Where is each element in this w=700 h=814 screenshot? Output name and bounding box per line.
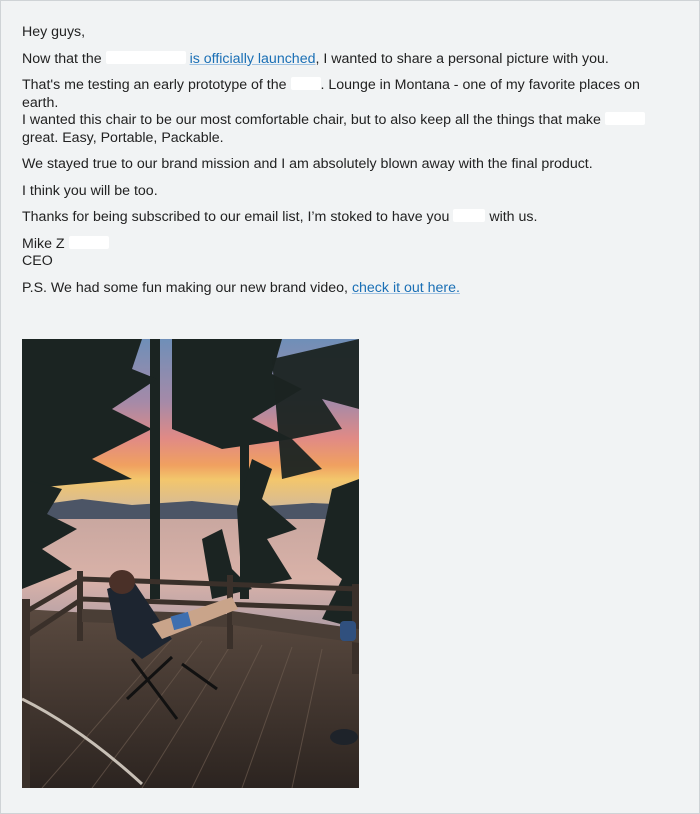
paragraph-thanks: [22, 209, 672, 227]
launch-link[interactable]: is officially launched: [189, 50, 316, 67]
signature-name: Mike Z: [22, 235, 65, 252]
prototype-text-before: That's me testing an early prototype of the: [22, 77, 287, 93]
paragraph-too: I think you will be too.: [22, 182, 158, 199]
signature-name-line: [22, 236, 672, 254]
greeting: Hey guys,: [22, 24, 86, 40]
launch-text-after: , I wanted to share a personal picture with you.: [315, 50, 609, 67]
prototype-text-after: . Lounge in Montana - one of my favorite places on earth.: [22, 77, 640, 111]
prototype-text-line3: great. Easy, Portable, Packable.: [22, 129, 224, 146]
thanks-text-after: with us.: [489, 209, 538, 225]
brand-video-link[interactable]: check it out here.: [351, 279, 460, 296]
photo-illustration: [22, 339, 359, 788]
paragraph-ps: [22, 280, 672, 298]
prototype-text-line2: I wanted this chair to be our most comfortable chair, but to also keep all the things that make: [22, 112, 601, 128]
redacted-name: [453, 209, 485, 222]
photo-image: [22, 339, 359, 788]
email-content: [22, 24, 672, 306]
redacted-surname: [69, 236, 109, 249]
launch-text-before: Now that the: [22, 50, 102, 67]
paragraph-mission: We stayed true to our brand mission and I am absolutely blown away with the final product.: [22, 156, 593, 172]
redacted-brand-name-2: [605, 112, 645, 125]
paragraph-prototype: [22, 77, 672, 147]
signature-title: CEO: [22, 253, 53, 269]
thanks-text-before: Thanks for being subscribed to our email list, I’m stoked to have you: [22, 209, 450, 225]
redacted-product-name: [106, 51, 186, 64]
ps-text: P.S. We had some fun making our new brand video,: [22, 279, 348, 296]
paragraph-launch: [22, 51, 672, 69]
redacted-brand-name: [291, 77, 321, 90]
